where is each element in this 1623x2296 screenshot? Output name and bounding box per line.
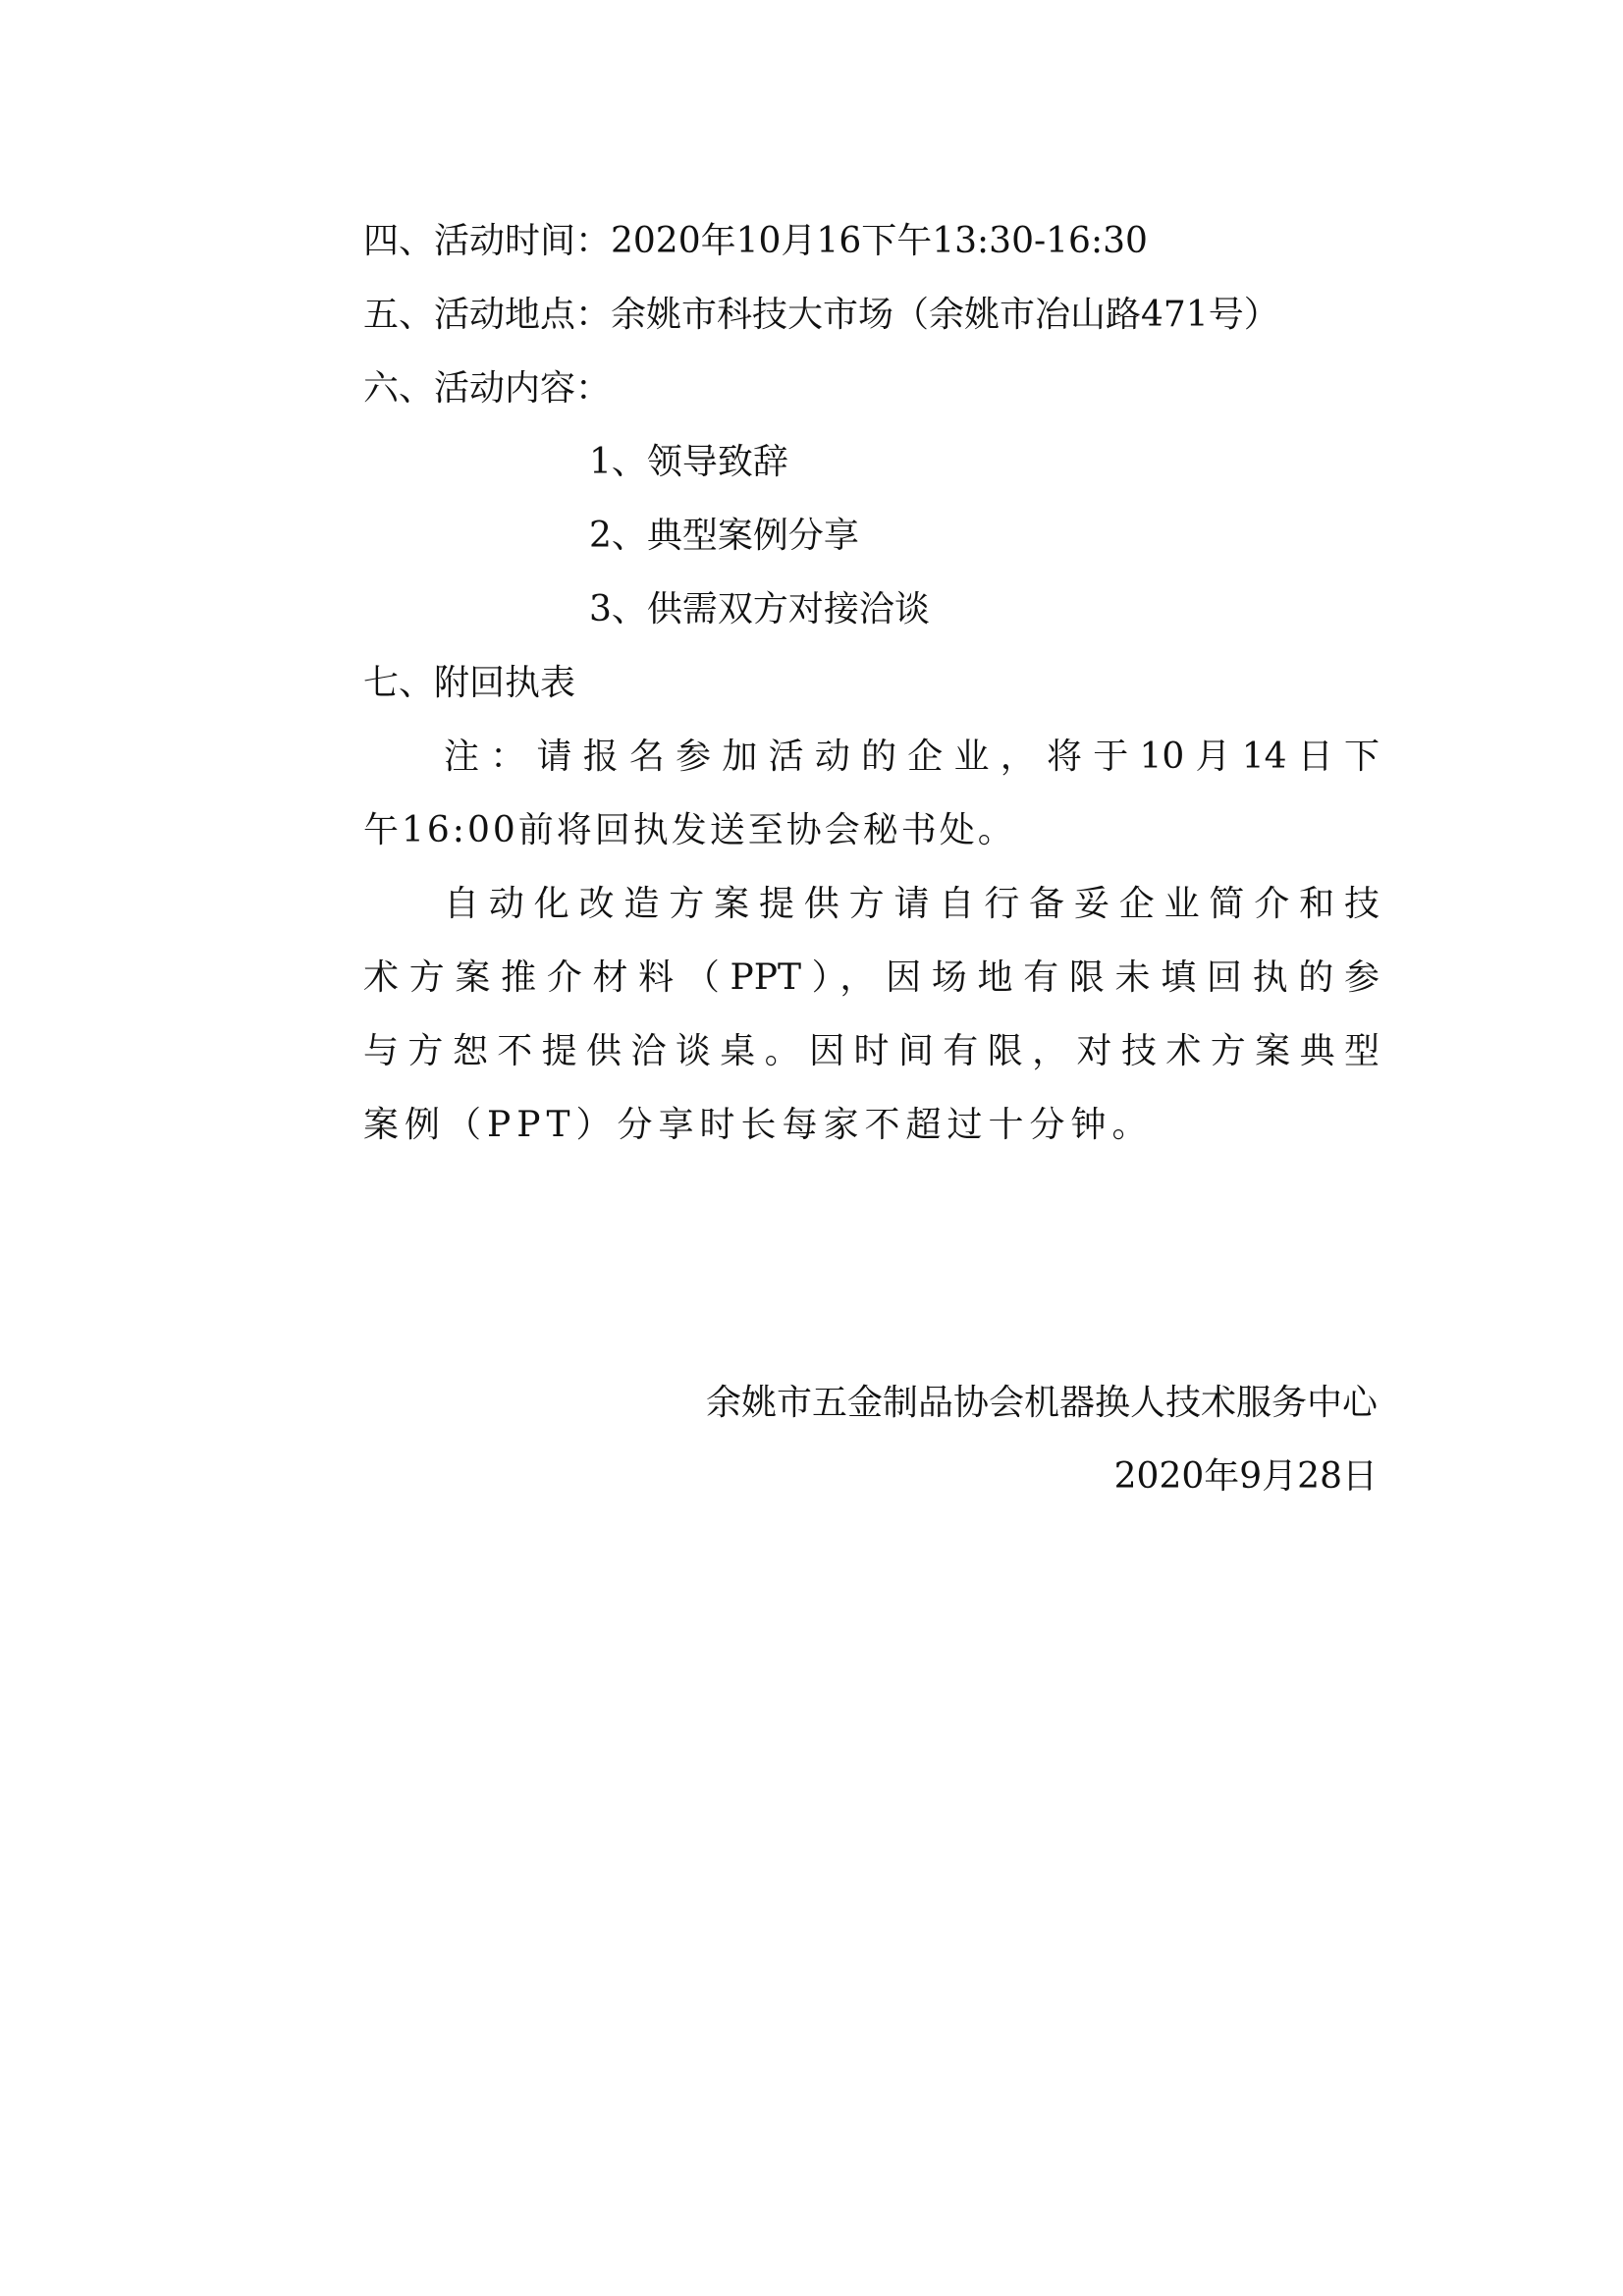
note-line-2: 午16:00前将回执发送至协会秘书处。 bbox=[363, 810, 1016, 850]
content-item-2: 2、典型案例分享 bbox=[589, 516, 859, 556]
note-line-1: 注：请报名参加活动的企业，将于10月14日下 bbox=[444, 737, 1380, 777]
paragraph-line-1: 自动化改造方案提供方请自行备妥企业简介和技 bbox=[444, 884, 1380, 924]
signature-date: 2020年9月28日 bbox=[1113, 1456, 1378, 1497]
content-item-1: 1、领导致辞 bbox=[589, 442, 788, 482]
paragraph-line-3: 与方恕不提供洽谈桌。因时间有限，对技术方案典型 bbox=[363, 1031, 1380, 1071]
activity-place: 五、活动地点：余姚市科技大市场（余姚市冶山路471号） bbox=[363, 295, 1279, 335]
activity-time: 四、活动时间：2020年10月16下午13:30-16:30 bbox=[363, 221, 1148, 261]
activity-content-title: 六、活动内容： bbox=[363, 368, 612, 409]
paragraph-line-2: 术方案推介材料（PPT），因场地有限未填回执的参 bbox=[363, 957, 1380, 998]
paragraph-line-4: 案例（PPT）分享时长每家不超过十分钟。 bbox=[363, 1105, 1154, 1145]
signature-organization: 余姚市五金制品协会机器换人技术服务中心 bbox=[705, 1383, 1378, 1423]
attachment-item: 七、附回执表 bbox=[363, 663, 576, 703]
content-item-3: 3、供需双方对接洽谈 bbox=[589, 589, 930, 629]
